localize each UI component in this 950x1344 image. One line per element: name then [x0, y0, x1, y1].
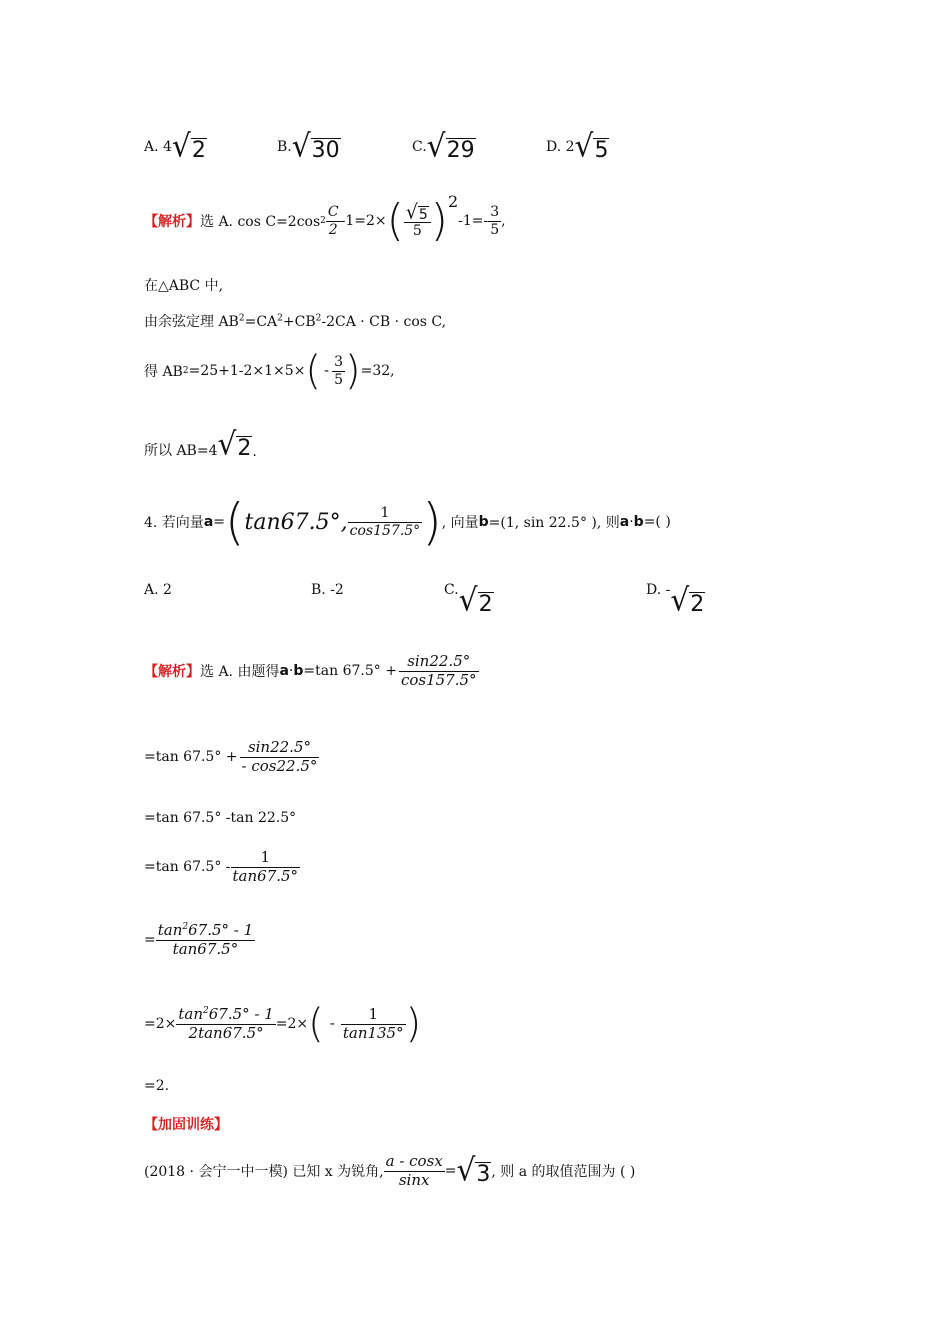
right-paren: )	[430, 195, 448, 246]
exponent: 2	[447, 192, 459, 211]
q3-option-b-label: B.	[277, 138, 292, 155]
frac-denominator: 5	[412, 222, 422, 239]
fraction	[399, 653, 479, 689]
sqrt-symbol: √ 5	[405, 200, 428, 224]
text: =( )	[643, 514, 671, 530]
text: 得 AB	[144, 364, 183, 380]
right-paren: )	[345, 348, 361, 394]
text: 67.5° - 1	[188, 921, 254, 940]
comma: ,	[501, 213, 506, 229]
q4-option-b: B. -2	[311, 582, 344, 598]
text: =tan 67.5° +	[303, 663, 397, 679]
q3-option-a-radicand: 2	[191, 137, 206, 163]
sol3-tail: -1=-	[458, 213, 489, 229]
minus-sign: -	[329, 1016, 335, 1032]
fraction	[231, 849, 301, 885]
tan-expression: tan67.5°	[244, 509, 341, 535]
superscript: 2	[203, 1006, 209, 1017]
text: =2×	[144, 1016, 177, 1032]
q3-option-b-radicand: 30	[311, 137, 340, 163]
q3-option-d-radicand: 5	[594, 137, 609, 163]
sol4-line7: =2.	[144, 1078, 170, 1094]
frac-denominator: 2tan67.5°	[188, 1023, 264, 1042]
frac-numerator: sin22.5°	[240, 739, 320, 757]
sol3-line3	[144, 311, 446, 331]
q3-option-d-label: D. 2	[546, 138, 575, 155]
vector-b: b	[633, 514, 644, 530]
vector-b: b	[293, 663, 304, 679]
fraction-3-over-5	[332, 354, 345, 387]
left-paren: (	[305, 348, 322, 394]
frac-denominator: tan67.5°	[232, 866, 299, 885]
radicand: 2	[478, 591, 493, 617]
sol3-line2: 在△ABC 中,	[144, 278, 224, 294]
frac-denominator: 5	[334, 371, 344, 388]
left-paren: (	[386, 195, 404, 246]
superscript: 2	[238, 313, 245, 324]
text: =	[144, 932, 156, 948]
vector-b: b	[478, 514, 489, 530]
text: 选 A. 由题得	[200, 664, 280, 680]
text: =25+1-2×1×5×	[188, 363, 306, 379]
text: .	[252, 443, 257, 460]
text: =(1, sin 22.5° ), 则	[488, 515, 620, 531]
sqrt-symbol: √ 3	[456, 1152, 491, 1189]
frac-numerator: 3	[334, 354, 344, 371]
fraction	[384, 1153, 445, 1189]
sol3-line1	[144, 194, 506, 248]
vector-a: a	[619, 514, 630, 530]
text: =tan 67.5° +	[144, 749, 238, 765]
text: (2018 · 会宁一中一模) 已知 x 为锐角,	[144, 1164, 384, 1180]
text: tan	[178, 1005, 204, 1024]
sol4-line2	[144, 731, 319, 783]
frac-denominator: cos157.5°	[400, 670, 477, 689]
sol4-line4	[144, 841, 300, 893]
q3-option-c-label: C.	[412, 138, 427, 155]
sol3-line5	[144, 426, 257, 463]
fraction-sqrt5-over-5	[404, 200, 431, 239]
frac-denominator: 2	[328, 221, 338, 238]
frac-numerator: a - cosx	[385, 1152, 443, 1171]
radicand: 2	[690, 591, 705, 617]
superscript: 2	[182, 366, 189, 376]
q4-option-d	[646, 582, 705, 619]
sol4-line6	[144, 997, 421, 1051]
sqrt-symbol: √ 2	[458, 582, 493, 619]
q4-option-c	[444, 582, 494, 619]
frac-denominator: cos157.5°	[349, 522, 421, 539]
fraction	[176, 1006, 275, 1042]
frac-numerator: 1	[348, 505, 423, 522]
sqrt-symbol: √ 2	[171, 128, 206, 165]
q3-options-row	[144, 130, 824, 170]
q4-option-a: A. 2	[144, 582, 172, 598]
sol3-line4	[144, 348, 395, 394]
frac-numerator: 3	[490, 204, 500, 221]
q4-stem	[144, 494, 671, 550]
practice-stem	[144, 1146, 635, 1196]
sqrt-symbol: √ 29	[426, 128, 475, 165]
superscript: 2	[315, 313, 322, 324]
frac-numerator: C	[327, 204, 339, 221]
text: ·	[629, 514, 634, 530]
frac-denominator: 5	[490, 221, 500, 238]
text: 所以 AB=4	[144, 442, 218, 459]
analysis-tag: 【解析】	[144, 664, 200, 680]
radicand: 3	[476, 1161, 491, 1187]
text: -2CA · CB · cos C,	[321, 314, 447, 330]
text: tan	[157, 921, 183, 940]
q3-option-a	[144, 128, 207, 165]
superscript: 2	[320, 216, 326, 226]
sqrt-symbol: √ 5	[574, 128, 609, 165]
vector-a: a	[203, 514, 214, 530]
text: 4. 若向量	[144, 515, 204, 531]
right-paren: )	[405, 1001, 422, 1047]
fraction	[156, 922, 255, 958]
fraction-1-over-cos	[348, 505, 423, 538]
text: =tan 67.5° -	[144, 859, 231, 875]
text: =32,	[360, 363, 395, 379]
text: =	[444, 1163, 457, 1179]
q3-option-c	[412, 128, 476, 165]
q3-option-d	[546, 128, 609, 165]
right-paren: )	[422, 493, 442, 551]
fraction-3-over-5	[488, 204, 501, 237]
sol4-line1	[144, 645, 479, 697]
text: ·	[288, 663, 294, 679]
text: =	[213, 514, 225, 530]
text: 由余弦定理 AB	[144, 314, 239, 330]
radicand: 2	[237, 435, 252, 461]
sol4-line5	[144, 913, 255, 967]
text: =CA	[244, 314, 278, 330]
vector-a: a	[279, 663, 289, 679]
text: 67.5° - 1	[208, 1005, 274, 1024]
frac-denominator: - cos22.5°	[241, 756, 318, 775]
frac-denominator: tan67.5°	[172, 939, 239, 958]
frac-numerator: sin22.5°	[399, 653, 479, 671]
analysis-tag: 【解析】	[144, 214, 200, 230]
fraction	[240, 739, 320, 775]
text: =2×	[275, 1016, 309, 1032]
sol4-line3: =tan 67.5° -tan 22.5°	[144, 810, 297, 826]
q3-option-c-radicand: 29	[446, 137, 475, 163]
q3-option-b	[277, 128, 341, 165]
practice-tag: 【加固训练】	[144, 1117, 228, 1133]
sqrt-symbol: √ 30	[291, 128, 340, 165]
left-paren: (	[225, 493, 245, 551]
superscript: 2	[182, 922, 189, 933]
sqrt-symbol: √ 2	[670, 582, 705, 619]
minus-sign: -	[324, 363, 330, 379]
text: , 则 a 的取值范围为 ( )	[491, 1164, 636, 1180]
option-label: D. -	[646, 582, 671, 598]
text: , 向量	[441, 515, 479, 531]
comma: ,	[340, 509, 348, 535]
option-label: C.	[444, 582, 459, 598]
fraction-c-over-2	[326, 204, 341, 237]
frac-numerator: 1	[231, 849, 301, 867]
text: +CB	[282, 314, 316, 330]
q3-option-a-label: A. 4	[144, 138, 172, 155]
left-paren: (	[308, 1001, 324, 1047]
frac-denominator: tan135°	[342, 1023, 404, 1042]
frac-denominator: sinx	[398, 1170, 430, 1189]
sqrt-symbol: √ 2	[217, 426, 252, 463]
radicand: 5	[418, 206, 428, 223]
frac-numerator: 1	[341, 1006, 406, 1024]
sol3-mid: -1=2×	[340, 213, 387, 229]
superscript: 2	[277, 313, 283, 324]
sol3-lead: 选 A. cos C=2cos	[200, 214, 321, 230]
fraction	[341, 1006, 406, 1042]
q4-options-row	[144, 582, 824, 622]
